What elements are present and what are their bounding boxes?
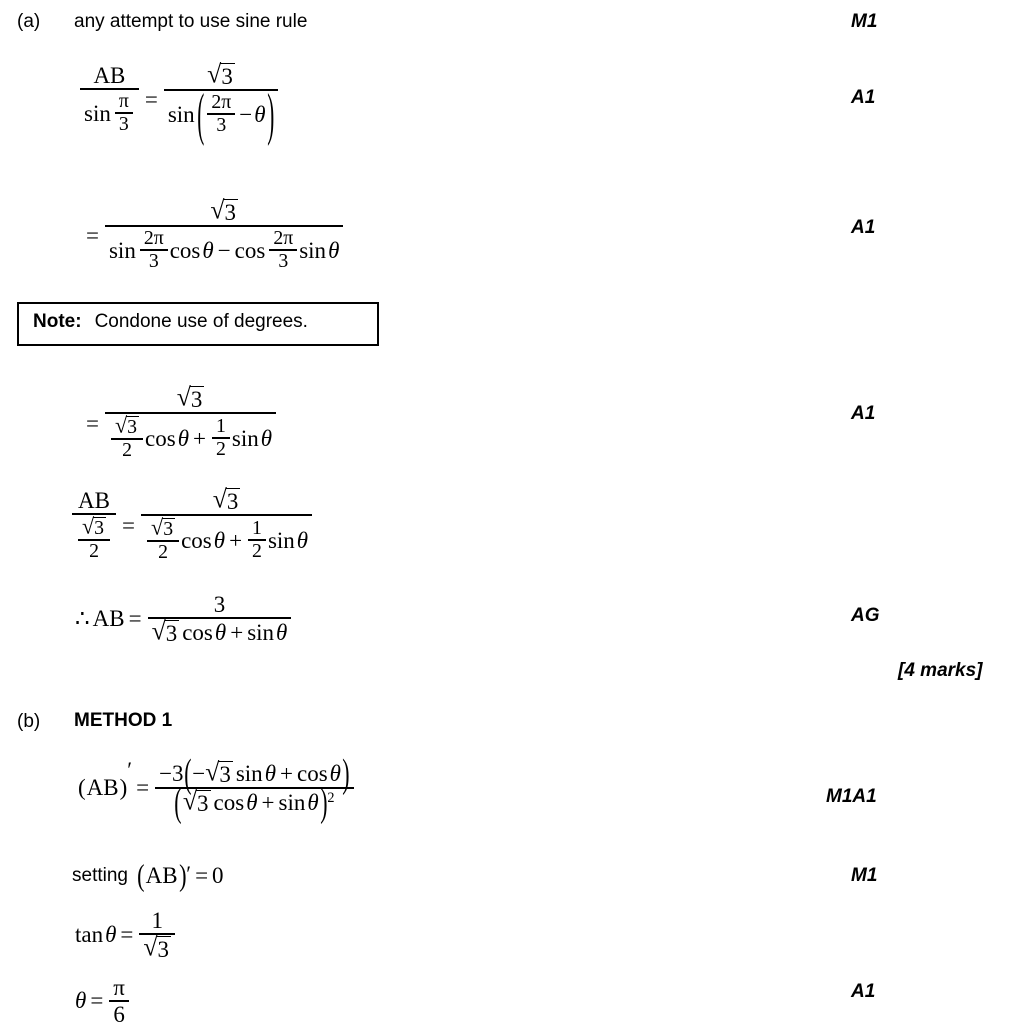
math-theta: θ xyxy=(177,425,190,451)
math-3: 3 xyxy=(127,415,138,438)
fraction-root3-over-exact xyxy=(141,484,312,565)
math-3: 3 xyxy=(190,387,203,412)
radical-sign: √ xyxy=(82,513,95,539)
paren-group xyxy=(196,82,275,146)
math-cos: cos xyxy=(145,425,176,451)
fraction-root3-over-2 xyxy=(78,513,110,563)
math-pi: π xyxy=(221,90,232,113)
math-equals: = xyxy=(195,863,209,888)
mark-a1-eq9: A1 xyxy=(851,981,876,1002)
math-plus: + xyxy=(261,789,275,815)
fraction-3-over-denominator xyxy=(148,592,292,646)
math-2: 2 xyxy=(89,539,99,562)
math-2: 2 xyxy=(273,226,284,249)
math-1: 1 xyxy=(252,516,262,539)
equation-ab-over-root-three-halves xyxy=(70,484,314,565)
equation-setting-derivative-zero xyxy=(72,858,224,893)
left-paren: ( xyxy=(183,751,192,796)
math-sin: sin xyxy=(299,237,327,263)
equation-evaluated-exact-values xyxy=(82,382,278,463)
math-sin: sin xyxy=(267,527,295,553)
math-3: 3 xyxy=(165,620,178,646)
math-AB: AB xyxy=(93,63,126,88)
mark-a1-eq2: A1 xyxy=(851,217,876,238)
math-equals: = xyxy=(86,411,99,437)
right-paren: ) xyxy=(342,751,350,796)
note-label: Note: xyxy=(33,311,82,332)
part-a-statement: any attempt to use sine rule xyxy=(74,11,308,32)
method-heading: METHOD 1 xyxy=(74,710,173,731)
math-2: 2 xyxy=(158,540,168,563)
equation-derivative-quotient-rule xyxy=(78,751,356,824)
sqrt-3 xyxy=(143,931,171,962)
sqrt-3 xyxy=(151,615,180,646)
paren-group xyxy=(78,776,127,799)
math-sin: sin xyxy=(108,237,136,263)
fraction-ab-over-sin-pi-3 xyxy=(80,63,139,137)
fraction-1-over-2 xyxy=(212,416,230,461)
setting-expression xyxy=(137,858,224,893)
math-sin: sin xyxy=(247,619,275,645)
part-label-b: (b) xyxy=(17,711,41,732)
radical-sign: √ xyxy=(151,514,164,540)
radical-sign: √ xyxy=(210,195,225,225)
math-3: 3 xyxy=(278,249,289,272)
math-equals: = xyxy=(86,223,99,249)
math-sin: sin xyxy=(235,761,263,786)
radical-sign: √ xyxy=(182,785,198,815)
mark-a1-eq1: A1 xyxy=(851,87,876,108)
sqrt-3 xyxy=(205,757,233,787)
sqrt-3 xyxy=(212,484,241,514)
fraction-derivative xyxy=(155,751,354,824)
math-1: 1 xyxy=(151,908,163,933)
fraction-pi-over-3 xyxy=(115,91,133,136)
math-plus: + xyxy=(193,425,206,451)
right-paren: ) xyxy=(319,780,328,824)
sqrt-3 xyxy=(82,513,106,539)
part-label-a: (a) xyxy=(17,11,41,32)
math-theta: θ xyxy=(260,425,273,451)
fraction-pi-over-6 xyxy=(109,975,129,1027)
sqrt-3 xyxy=(176,382,205,412)
math-3: 3 xyxy=(216,113,227,136)
math-pi: π xyxy=(113,975,125,1000)
math-3: 3 xyxy=(163,517,174,540)
math-equals: = xyxy=(136,775,150,801)
math-3: 3 xyxy=(157,936,170,962)
math-2: 2 xyxy=(122,438,132,461)
math-theta: θ xyxy=(329,761,341,786)
fraction-root3-over-exact xyxy=(105,382,276,463)
math-cos: cos xyxy=(169,237,201,263)
math-3: 3 xyxy=(94,516,105,539)
math-theta: θ xyxy=(328,237,340,263)
math-exponent-2: 2 xyxy=(327,789,335,806)
math-therefore: ∴ xyxy=(75,606,90,632)
paren-group xyxy=(137,858,187,893)
paren-group xyxy=(174,780,328,824)
radical-sign: √ xyxy=(151,615,166,645)
math-2: 2 xyxy=(143,226,154,249)
math-theta: θ xyxy=(214,619,227,645)
math-2: 2 xyxy=(252,539,262,562)
math-6: 6 xyxy=(113,1001,125,1027)
math-AB: AB xyxy=(78,488,110,513)
math-3: 3 xyxy=(197,790,209,816)
math-AB: AB xyxy=(92,606,125,632)
equation-ab-result xyxy=(75,592,293,646)
left-paren: ( xyxy=(78,775,86,801)
math-cos: cos xyxy=(181,527,212,553)
marks-total-part-a: [4 marks] xyxy=(898,660,983,681)
math-prime: ′ xyxy=(186,861,192,886)
left-paren: ( xyxy=(196,82,205,146)
radical-sign: √ xyxy=(205,757,220,787)
math-cos: cos xyxy=(213,789,245,815)
math-sin: sin xyxy=(278,789,306,815)
math-tan: tan xyxy=(75,922,104,948)
math-3: 3 xyxy=(148,249,159,272)
math-sin: sin xyxy=(167,101,195,127)
right-paren: ) xyxy=(178,858,187,893)
note-text: Condone use of degrees. xyxy=(94,311,308,332)
math-plus: + xyxy=(230,619,244,645)
equation-theta-solution xyxy=(75,975,131,1027)
fraction-root3-over-2 xyxy=(147,514,179,564)
equation-tan-theta-value xyxy=(75,908,177,962)
radical-sign: √ xyxy=(143,931,158,961)
math-AB: AB xyxy=(145,863,178,888)
math-3: 3 xyxy=(213,592,226,617)
sqrt-3 xyxy=(207,59,235,89)
math-3: 3 xyxy=(221,64,233,89)
math-theta: θ xyxy=(276,619,288,645)
sqrt-3 xyxy=(114,412,139,438)
math-AB: AB xyxy=(86,775,119,801)
mark-m1-eq7: M1 xyxy=(851,865,878,886)
math-theta: θ xyxy=(105,922,117,948)
fraction-root3-over-sin-expr xyxy=(164,59,278,146)
mark-a1-eq3: A1 xyxy=(851,403,876,424)
math-minus: − xyxy=(217,237,231,263)
mark-m1-a-statement: M1 xyxy=(851,11,878,32)
fraction-2pi-over-3 xyxy=(269,228,297,273)
math-theta: θ xyxy=(307,789,319,815)
radical-sign: √ xyxy=(212,484,227,514)
math-3: 3 xyxy=(219,762,231,787)
math-sin: sin xyxy=(84,100,111,126)
note-box xyxy=(17,302,379,346)
math-negative-3: −3 xyxy=(159,761,184,786)
math-equals: = xyxy=(90,988,104,1014)
equation-expanded-sine-difference xyxy=(82,195,345,274)
math-equals: = xyxy=(128,606,142,632)
math-equals: = xyxy=(122,513,136,539)
radical-sign: √ xyxy=(114,412,128,438)
fraction-1-over-2 xyxy=(248,518,266,563)
math-theta: θ xyxy=(213,527,226,553)
radical-sign: √ xyxy=(176,382,191,412)
math-3: 3 xyxy=(226,489,239,514)
math-theta: θ xyxy=(202,237,214,263)
math-3: 3 xyxy=(224,200,236,225)
fraction-root3-over-expansion xyxy=(105,195,343,274)
math-theta: θ xyxy=(246,789,258,815)
sqrt-3 xyxy=(151,514,175,540)
math-minus: − xyxy=(239,101,253,127)
math-cos: cos xyxy=(296,761,328,786)
fraction-2pi-over-3 xyxy=(207,92,235,137)
sqrt-3 xyxy=(210,195,238,225)
math-sin: sin xyxy=(231,425,259,451)
mark-ag-eq5: AG xyxy=(851,605,880,626)
math-2: 2 xyxy=(211,90,222,113)
math-3: 3 xyxy=(118,112,129,135)
math-pi: π xyxy=(118,89,129,112)
radical-sign: √ xyxy=(207,59,222,89)
sqrt-3 xyxy=(182,785,211,816)
math-1: 1 xyxy=(216,414,226,437)
math-pi: π xyxy=(153,226,164,249)
mark-m1a1-eq6: M1A1 xyxy=(826,786,877,807)
math-pi: π xyxy=(283,226,294,249)
math-cos: cos xyxy=(234,237,266,263)
math-cos: cos xyxy=(182,619,213,645)
math-plus: + xyxy=(280,761,293,786)
math-equals: = xyxy=(144,87,158,113)
math-plus: + xyxy=(229,527,243,553)
setting-label: setting xyxy=(72,865,128,886)
fraction-ab-over-root3-half xyxy=(72,488,116,564)
right-paren: ) xyxy=(119,775,128,801)
math-2: 2 xyxy=(216,437,226,460)
math-prime: ′ xyxy=(127,757,133,782)
fraction-root3-over-2 xyxy=(111,412,143,462)
right-paren: ) xyxy=(266,82,274,146)
left-paren: ( xyxy=(174,780,182,824)
math-theta: θ xyxy=(296,527,309,553)
fraction-1-over-root3 xyxy=(139,908,175,962)
math-equals: = xyxy=(120,922,134,948)
fraction-2pi-over-3 xyxy=(140,228,168,273)
left-paren: ( xyxy=(137,858,145,893)
math-theta: θ xyxy=(75,988,87,1014)
math-minus: − xyxy=(192,761,206,786)
math-theta: θ xyxy=(264,761,276,786)
equation-sine-rule-setup xyxy=(78,59,280,146)
math-0: 0 xyxy=(212,863,224,888)
math-theta: θ xyxy=(254,101,266,127)
